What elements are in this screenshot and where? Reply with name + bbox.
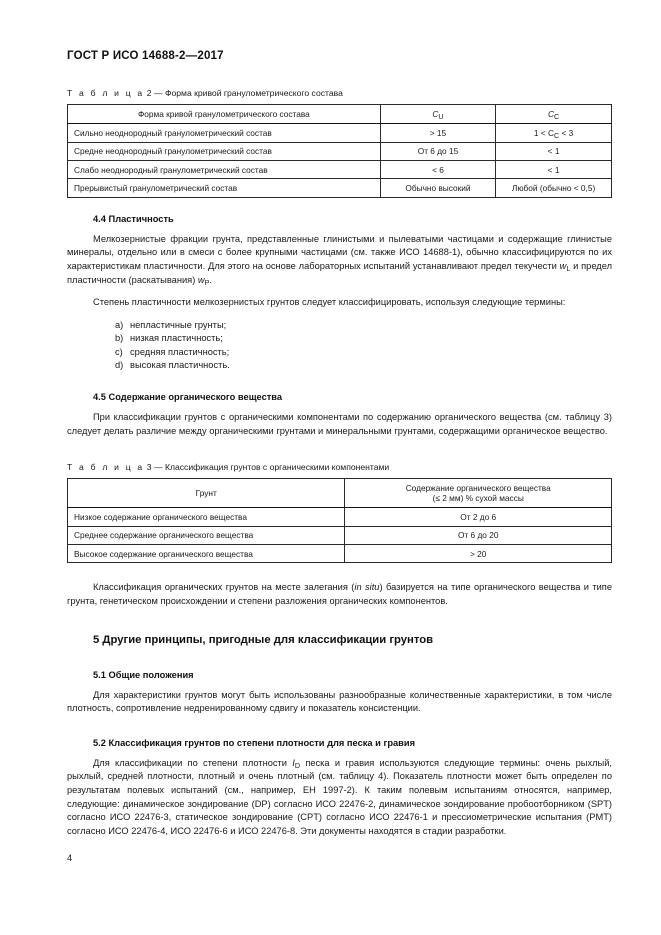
heading-section-5: 5 Другие принципы, пригодные для классификации грунтов [93, 633, 434, 646]
table-3-header-organic [345, 478, 612, 508]
cc-subscript: C [553, 131, 560, 141]
paragraph-text: и предел пластичности (раскатывания) [67, 260, 612, 285]
table-3-caption-text: 3 — Классификация грунтов с органическими компонентами [146, 461, 390, 472]
paragraph-text: Для классификации по степени плотности [93, 757, 293, 768]
spacer [67, 658, 612, 670]
table-row [68, 161, 612, 179]
list-item [115, 359, 612, 372]
table-cell: Любой (обычно < 0,5) [496, 179, 612, 197]
table-2-caption [67, 88, 612, 98]
table-row [68, 526, 612, 544]
wl-symbol: w [559, 260, 567, 271]
cc-symbol: C [547, 109, 554, 119]
table-3-caption-label: Т а б л и ц а [67, 461, 145, 472]
table-row [68, 142, 612, 160]
list-item [115, 332, 612, 345]
list-marker: b) [115, 333, 124, 344]
header-line-2: (≤ 2 мм) % сухой массы [432, 492, 524, 503]
paragraph-after-table-3 [67, 581, 612, 608]
paragraph-5-2-1 [67, 757, 612, 839]
table-row [68, 179, 612, 197]
table-2-caption-label: Т а б л и ц а [67, 88, 145, 98]
table-cell: От 6 до 20 [345, 526, 612, 544]
cell-text: 1 < C [533, 127, 554, 138]
id-subscript: D [294, 760, 301, 770]
paragraph-text: песка и гравия используются следующие термины: очень рыхлый, рыхлый, средней плотности, плотный и очень плотный (см. таблицу 4). Показатель плотности может быть определен по результатам полевых испытаний (см., например, ЕН 1997-2). К таким полевым испытаниям относятся, например, следующие: динамическое зондирование (DP) согласно ИСО 22476-2, динамическое зондирование пробоотборником (SPT) согласно ИСО 22476-3, статическое зондирование (CPT) согласно ИСО 22476-1 и прессиометрические испытания (PMT) согласно ИСО 22476-4, ИСО 22476-6 и ИСО 22476-8. Эти документы находятся в стадии разработки. [67, 757, 612, 836]
table-cell: От 2 до 6 [345, 508, 612, 526]
cc-subscript: C [553, 112, 560, 122]
table-2-wrapper [67, 104, 612, 198]
page-content [67, 50, 612, 838]
paragraph-text: Классификация органических грунтов на месте залегания ( [93, 582, 355, 593]
in-situ-italic: in situ [354, 582, 380, 593]
spacer [67, 381, 612, 392]
table-cell: > 15 [380, 124, 495, 142]
table-cell: < 1 [496, 161, 612, 179]
spacer [67, 448, 612, 462]
table-cell: Обычно высокий [380, 179, 495, 197]
table-3-caption [67, 462, 612, 472]
list-marker: a) [115, 319, 124, 330]
table-3-header-soil: Грунт [68, 478, 345, 508]
table-cell: Прерывистый гранулометрический состав [68, 179, 381, 197]
id-symbol: I [292, 757, 295, 768]
spacer [67, 725, 612, 738]
header-line-1: Содержание органического вещества [405, 482, 551, 493]
heading-4-4: 4.4 Пластичность [93, 213, 174, 224]
table-cell: Средне неоднородный гранулометрический состав [68, 142, 381, 160]
paragraph-text: Мелкозернистые фракции грунта, представленные глинистыми и пылеватыми частицами и содержащие глинистые минералы, отдельно или в смеси с более крупными частицами (см. также ИСО 14688-1), обычно классифицируются по их характеристикам пластичности. Для этого на основе лабораторных испытаний устанавливают предел текучести [67, 233, 612, 271]
table-3-wrapper [67, 478, 612, 564]
table-cell: Высокое содержание органического вещества [68, 545, 345, 563]
paragraph-text: . [209, 274, 212, 285]
list-item-label: средняя пластичность; [130, 346, 230, 357]
table-cell: Низкое содержание органического вещества [68, 508, 345, 526]
table-row [68, 478, 612, 508]
cu-symbol: C [432, 109, 439, 119]
heading-5-2: 5.2 Классификация грунтов по степени плотности для песка и гравия [93, 737, 416, 748]
table-2-header-shape: Форма кривой гранулометрического состава [68, 105, 381, 124]
paragraph-4-4-1 [67, 233, 612, 287]
heading-5-1: 5.1 Общие положения [93, 669, 194, 680]
table-row [68, 508, 612, 526]
table-cell [496, 124, 612, 142]
heading-4-5: 4.5 Содержание органического вещества [93, 392, 283, 403]
page-number: 4 [67, 853, 73, 863]
plasticity-term-list [67, 319, 612, 373]
paragraph-4-5-1: При классификации грунтов с органическими компонентами по содержанию органического вещества (см. таблицу 3) следует делать различие между органическими грунтами и минеральными грунтами, содержащими органическое вещество. [67, 412, 612, 436]
list-item-label: высокая пластичность. [130, 359, 230, 370]
table-cell: Слабо неоднородный гранулометрический состав [68, 161, 381, 179]
cu-subscript: U [438, 112, 444, 122]
list-marker: d) [115, 359, 124, 370]
list-item-label: непластичные грунты; [130, 319, 227, 330]
paragraph-4-4-2: Степень пластичности мелкозернистых грунтов следует классифицировать, используя следующие термины: [93, 297, 566, 308]
table-row [68, 124, 612, 142]
table-cell: От 6 до 15 [380, 142, 495, 160]
paragraph-5-1-1: Для характеристики грунтов могут быть использованы разнообразные количественные характеристики, в том числе плотность, сопротивление недренированному сдвигу и показатель консистенции. [67, 689, 612, 714]
table-cell: < 6 [380, 161, 495, 179]
list-marker: c) [115, 346, 123, 357]
table-cell: Сильно неоднородный гранулометрический состав [68, 124, 381, 142]
table-cell: Среднее содержание органического вещества [68, 526, 345, 544]
table-2-caption-text: 2 — Форма кривой гранулометрического состава [146, 88, 343, 98]
table-row [68, 105, 612, 124]
wp-subscript: P [204, 277, 210, 287]
cell-text: < 3 [559, 127, 574, 138]
document-header: ГОСТ Р ИСО 14688-2—2017 [67, 50, 224, 62]
paragraph-text: ) базируется на типе органического вещества и типе грунта, генетическом происхождении и степени разложения органических компонентов. [67, 582, 612, 606]
list-item-label: низкая пластичность; [130, 333, 223, 344]
table-2-header-cu [380, 105, 495, 124]
table-cell: < 1 [496, 142, 612, 160]
table-cell: > 20 [345, 545, 612, 563]
table-3 [67, 478, 612, 564]
list-item [115, 346, 612, 359]
table-2 [67, 104, 612, 198]
table-row [68, 545, 612, 563]
wp-symbol: w [197, 274, 205, 285]
table-2-header-cc [496, 105, 612, 124]
spacer [67, 618, 612, 634]
wl-subscript: L [566, 264, 571, 274]
list-item [115, 319, 612, 332]
